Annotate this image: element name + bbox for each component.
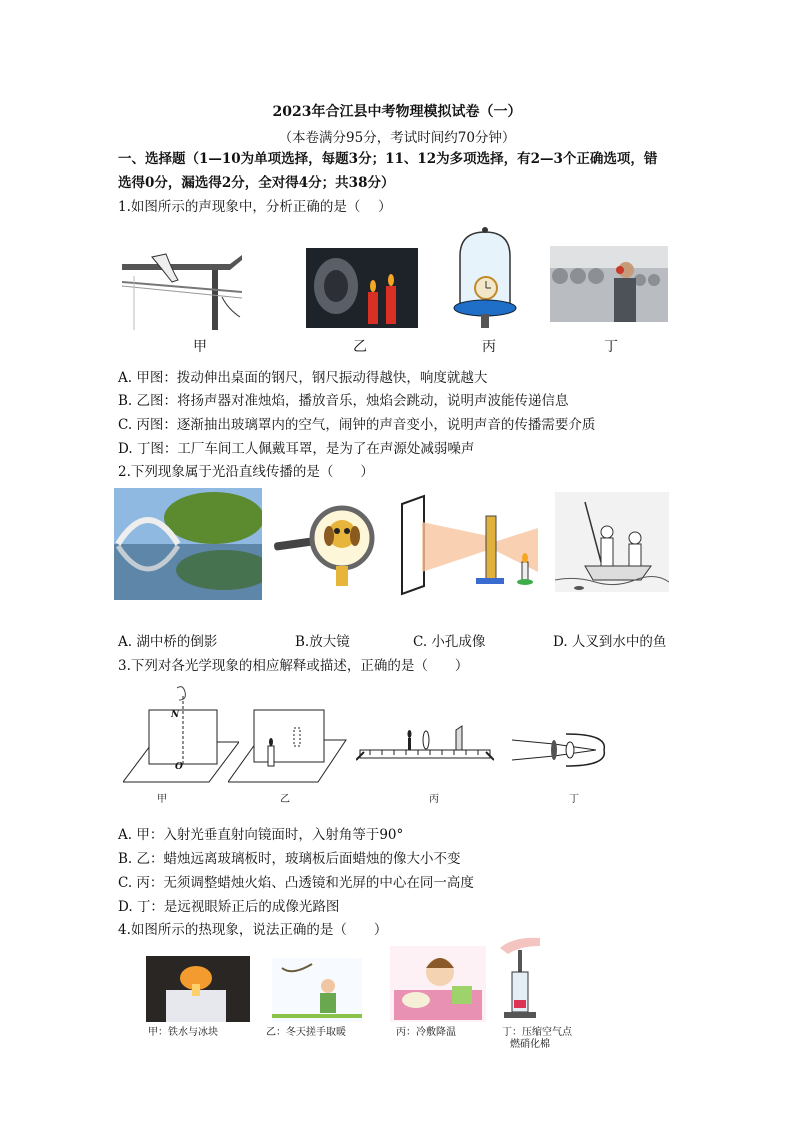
q4-caption-bing: 丙：冷敷降温 (396, 1027, 456, 1038)
q3-option-c: C. 丙：无须调整蜡烛火焰、凸透镜和光屏的中心在同一高度 (118, 875, 474, 891)
q4-rub-hands-image (272, 958, 362, 1022)
q2-bridge-reflection-image (114, 488, 262, 600)
q2-option-c: C. 小孔成像 (413, 634, 486, 650)
q4-caption-jia: 甲：铁水与冰块 (148, 1027, 218, 1038)
q4-stem: 4.如图所示的热现象，说法正确的是（ ） (118, 922, 388, 938)
q2-magnifier-image (274, 500, 384, 588)
q1-stem: 1.如图所示的声现象中，分析正确的是（ ） (118, 199, 392, 215)
page-subtitle: （本卷满分95分，考试时间约70分钟） (278, 130, 516, 146)
q3-caption-ding: 丁 (569, 794, 579, 805)
q1-option-b: B. 乙图：将扬声器对准烛焰，播放音乐，烛焰会跳动，说明声波能传递信息 (118, 393, 569, 409)
q2-option-b: B.放大镜 (295, 634, 350, 650)
q1-speaker-candle-image (306, 248, 418, 328)
q3-stem: 3.下列对各光学现象的相应解释或描述，正确的是（ ） (118, 658, 469, 674)
q1-caption-ding: 丁 (604, 339, 618, 355)
q4-compress-air-image (494, 934, 546, 1022)
q2-option-a: A. 湖中桥的倒影 (118, 634, 218, 650)
q1-caption-yi: 乙 (353, 339, 367, 355)
q1-caption-bing: 丙 (482, 339, 496, 355)
q3-caption-bing: 丙 (429, 794, 439, 805)
q1-option-c: C. 丙图：逐渐抽出玻璃罩内的空气，闹钟的声音变小，说明声音的传播需要介质 (118, 417, 596, 433)
q1-ruler-image (122, 252, 242, 330)
q3-option-a: A. 甲：入射光垂直射向镜面时，入射角等于90° (118, 827, 404, 843)
q3-label-o: O (175, 762, 183, 772)
q2-stem: 2.下列现象属于光沿直线传播的是（ ） (118, 464, 374, 480)
q3-caption-yi: 乙 (280, 794, 290, 805)
q3-option-b: B. 乙：蜡烛远离玻璃板时，玻璃板后面蜡烛的像大小不变 (118, 851, 461, 867)
q2-option-d: D. 人叉到水中的鱼 (553, 634, 667, 650)
q2-fishing-image (555, 492, 669, 592)
section-heading-line1: 一、选择题（1—10为单项选择，每题3分；11、12为多项选择，有2—3个正确选项，错 (118, 151, 658, 167)
q1-option-a: A. 甲图：拨动伸出桌面的钢尺，钢尺振动得越快，响度就越大 (118, 370, 488, 386)
q3-label-n: N (171, 710, 180, 720)
q4-caption-ding-line1: 丁：压缩空气点 (502, 1027, 572, 1038)
q4-caption-yi: 乙：冬天搓手取暖 (266, 1027, 346, 1038)
q3-eye-diagram (512, 730, 608, 770)
q3-plane-mirror-diagram (228, 706, 348, 786)
q3-optical-bench-diagram (356, 722, 494, 764)
q3-reflection-diagram (123, 686, 239, 786)
q4-cold-compress-image (390, 946, 486, 1022)
q3-caption-jia: 甲 (157, 794, 167, 805)
q1-factory-worker-image (550, 246, 668, 322)
q4-molten-iron-image (146, 956, 250, 1022)
q1-caption-jia: 甲 (193, 339, 207, 355)
q4-caption-ding-line2: 燃硝化棉 (510, 1039, 550, 1050)
q2-pinhole-image (398, 492, 544, 600)
q1-bell-jar-image (452, 226, 518, 332)
section-heading-line2: 选得0分，漏选得2分，全对得4分；共38分） (118, 175, 395, 191)
q1-option-d: D. 丁图：工厂车间工人佩戴耳罩，是为了在声源处减弱噪声 (118, 441, 475, 457)
page-title: 2023年合江县中考物理模拟试卷（一） (272, 104, 522, 120)
q3-option-d: D. 丁：是远视眼矫正后的成像光路图 (118, 899, 340, 915)
